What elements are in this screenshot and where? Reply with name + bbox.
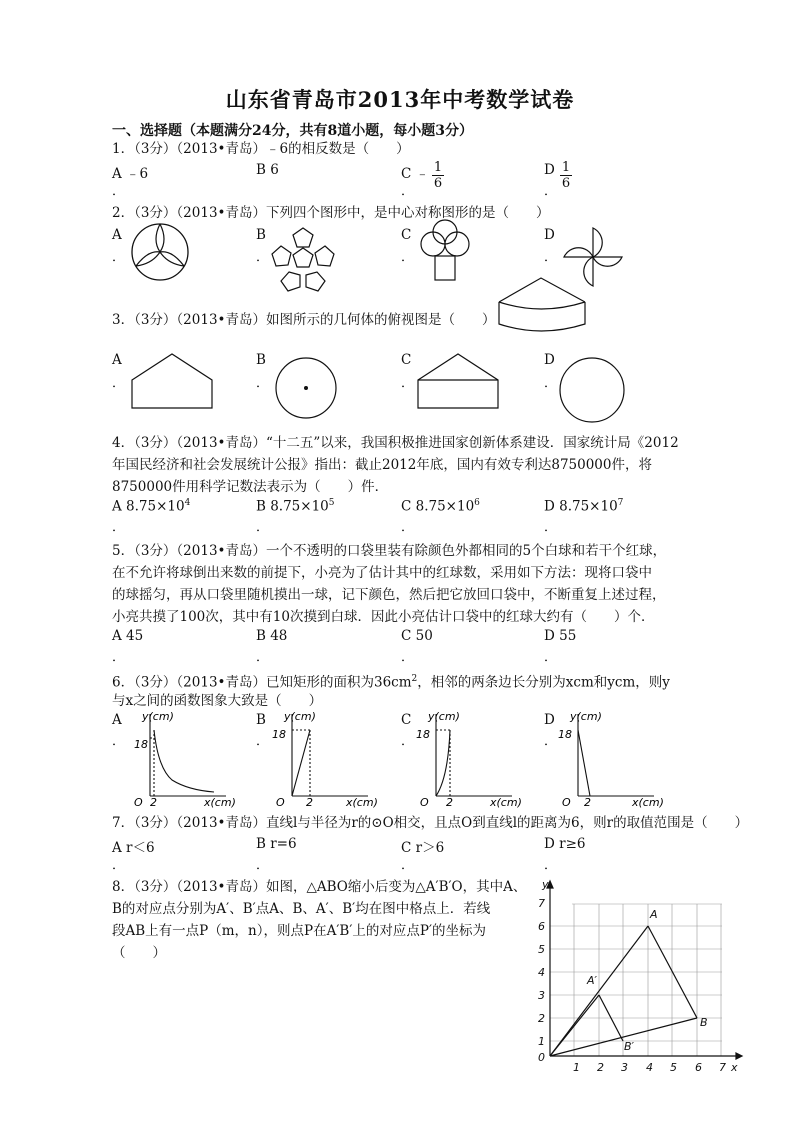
x-tick: 5 — [670, 1061, 677, 1074]
q7-option-c[interactable]: C r＞6 — [401, 840, 445, 856]
option-dot: ． — [544, 250, 558, 265]
point-a-label: A — [650, 908, 658, 921]
option-dot: ． — [112, 858, 126, 873]
option-dot: ． — [401, 184, 415, 199]
x-tick: 2 — [597, 1061, 604, 1074]
q6-graph-c — [414, 708, 526, 810]
question-5-stem-line4: 小亮共摸了100次，其中有10次摸到白球．因此小亮估计口袋中的红球大约有（ ）个． — [112, 609, 655, 625]
option-dot: ． — [544, 858, 558, 873]
question-8-stem-line4: （ ） — [112, 945, 166, 961]
svg-text:O: O — [420, 796, 429, 809]
svg-text:x(cm): x(cm) — [632, 796, 664, 809]
q3-option-d[interactable]: D — [544, 352, 555, 368]
svg-text:O: O — [562, 796, 571, 809]
origin-label: 0 — [538, 1051, 545, 1064]
y-tick: 3 — [538, 989, 545, 1002]
circle-three-arcs-icon — [130, 222, 190, 282]
option-dot: ． — [256, 734, 270, 749]
pentagon-flower-icon — [268, 226, 338, 296]
q5-option-b[interactable]: B 48 — [256, 628, 288, 644]
q1-d-fraction: 1 6 — [561, 160, 571, 191]
q2-option-c[interactable]: C — [401, 227, 412, 243]
svg-text:2: 2 — [306, 796, 313, 809]
q5-option-c[interactable]: C 50 — [401, 628, 433, 644]
option-dot: ． — [256, 250, 270, 265]
svg-text:18: 18 — [416, 728, 430, 741]
circle-view-icon — [558, 356, 626, 424]
option-dot: ． — [256, 650, 270, 665]
question-2-stem: 2．（3分）（2013•青岛）下列四个图形中，是中心对称图形的是（ ） — [112, 205, 550, 221]
q7-option-d[interactable]: D r≥6 — [544, 836, 586, 852]
point-b-prime-label: B′ — [624, 1040, 635, 1053]
option-dot: ． — [256, 858, 270, 873]
value-18-label: 18 — [134, 738, 148, 751]
x-tick: 3 — [621, 1061, 628, 1074]
q2-option-d[interactable]: D — [544, 227, 555, 243]
q5-option-a[interactable]: A 45 — [112, 628, 144, 644]
question-1-stem: 1．（3分）（2013•青岛）﹣6的相反数是（ ） — [112, 141, 410, 157]
option-dot: ． — [544, 734, 558, 749]
y-tick: 4 — [538, 966, 545, 979]
x-tick: 4 — [646, 1061, 653, 1074]
point-b-label: B — [700, 1016, 708, 1029]
question-8-stem-line3: 段AB上有一点P（m，n），则点P在A′B′上的对应点P′的坐标为 — [112, 923, 487, 939]
question-5-stem-line2: 在不允许将球倒出来数的前提下，小亮为了估计其中的红球数，采用如下方法：现将口袋中 — [112, 565, 652, 581]
q8-coordinate-grid — [530, 878, 745, 1074]
option-dot: ． — [112, 650, 126, 665]
q3-option-a[interactable]: A — [112, 352, 122, 368]
q7-option-b[interactable]: B r=6 — [256, 836, 297, 852]
x-axis-label: x — [731, 1061, 738, 1074]
option-dot: ． — [401, 858, 415, 873]
x-tick: 7 — [719, 1061, 726, 1074]
option-dot: ． — [112, 734, 126, 749]
q6-option-b[interactable]: B — [256, 712, 266, 728]
option-dot: ． — [544, 650, 558, 665]
option-dot: ． — [112, 376, 126, 391]
question-7-stem: 7．（3分）（2013•青岛）直线l与半径为r的⊙O相交，且点O到直线l的距离为6，则r的取值范围是（ ） — [112, 815, 749, 831]
q1-option-b[interactable]: B 6 — [256, 162, 279, 178]
svg-text:18: 18 — [558, 728, 572, 741]
question-6-stem-line1: 6．（3分）（2013•青岛）已知矩形的面积为$36cm^2$，相邻的两条边长分别为xcm和ycm，则y — [112, 674, 670, 691]
option-dot: ． — [401, 520, 415, 535]
page-title: 山东省青岛市2013年中考数学试卷 — [225, 87, 575, 112]
question-5-stem-line3: 的球摇匀，再从口袋里随机摸出一球，记下颜色，然后把它放回口袋中，不断重复上述过程， — [112, 587, 666, 603]
x-axis-label: x(cm) — [204, 796, 236, 809]
option-dot: ． — [401, 734, 415, 749]
origin-label: O — [134, 796, 143, 809]
option-dot: ． — [112, 250, 126, 265]
y-tick: 1 — [538, 1035, 545, 1048]
q4-option-d[interactable]: D $8.75\times 10^7$ — [544, 498, 624, 515]
q3-option-c[interactable]: C — [401, 352, 412, 368]
option-dot: ． — [256, 520, 270, 535]
q6-option-d[interactable]: D — [544, 712, 555, 728]
y-tick: 7 — [538, 897, 545, 910]
q4-option-c[interactable]: C $8.75\times 10^6$ — [401, 498, 480, 515]
option-dot: ． — [256, 376, 270, 391]
y-axis-label: y(cm) — [142, 710, 174, 723]
q1-option-c[interactable]: C ﹣ — [401, 166, 430, 182]
q4-option-b[interactable]: B $8.75\times 10^5$ — [256, 498, 335, 515]
option-dot: ． — [112, 184, 126, 199]
circle-with-center-icon — [274, 356, 338, 420]
q3-option-b[interactable]: B — [256, 352, 266, 368]
x-tick: 6 — [695, 1061, 702, 1074]
svg-text:x(cm): x(cm) — [490, 796, 522, 809]
question-5-stem-line1: 5．（3分）（2013•青岛）一个不透明的口袋里装有除颜色外都相同的5个白球和若干个红球， — [112, 543, 667, 559]
q1-c-fraction: 1 6 — [433, 160, 443, 191]
svg-text:2: 2 — [446, 796, 453, 809]
option-dot: ． — [401, 376, 415, 391]
question-3-stem: 3．（3分）（2013•青岛）如图所示的几何体的俯视图是（ ） — [112, 312, 496, 328]
x-tick: 1 — [573, 1061, 580, 1074]
svg-text:y(cm): y(cm) — [428, 710, 460, 723]
svg-text:y(cm): y(cm) — [570, 710, 602, 723]
svg-text:x(cm): x(cm) — [346, 796, 378, 809]
q6-graph-d — [556, 708, 668, 810]
q7-option-a[interactable]: A r＜6 — [112, 840, 155, 856]
q1-option-a[interactable]: A ﹣6 — [112, 166, 149, 182]
q4-option-a[interactable]: A $8.75\times 10^4$ — [112, 498, 191, 515]
y-tick: 2 — [538, 1012, 545, 1025]
option-dot: ． — [401, 250, 415, 265]
q6-graph-b — [270, 708, 382, 810]
question-4-stem-line3: 8750000件用科学记数法表示为（ ）件． — [112, 479, 389, 495]
svg-text:y(cm): y(cm) — [284, 710, 316, 723]
option-dot: ． — [401, 650, 415, 665]
question-4-stem-line1: 4．（3分）（2013•青岛）“十二五”以来，我国积极推进国家创新体系建设．国家统计局《2012 — [112, 435, 679, 451]
y-tick: 5 — [538, 943, 545, 956]
option-dot: ． — [544, 520, 558, 535]
sector-prism-icon — [497, 276, 589, 342]
q6-graph-a — [128, 708, 240, 810]
y-axis-label: y — [542, 878, 549, 891]
svg-text:O: O — [276, 796, 285, 809]
question-8-stem-line1: 8．（3分）（2013•青岛）如图，△ABO缩小后变为△A′B′O，其中A、 — [112, 879, 527, 895]
q6-option-a[interactable]: A — [112, 712, 122, 728]
option-dot: ． — [112, 520, 126, 535]
svg-text:18: 18 — [272, 728, 286, 741]
olympic-rings-square-icon — [414, 218, 476, 286]
value-2-label: 2 — [150, 796, 157, 809]
q5-option-d[interactable]: D 55 — [544, 628, 577, 644]
option-dot: ． — [544, 376, 558, 391]
pentagon-view-icon — [130, 352, 214, 410]
option-dot: ． — [544, 184, 558, 199]
svg-text:2: 2 — [584, 796, 591, 809]
q2-option-b[interactable]: B — [256, 227, 266, 243]
q2-option-a[interactable]: A — [112, 227, 122, 243]
question-4-stem-line2: 年国民经济和社会发展统计公报》指出：截止2012年底，国内有效专利达8750000件，将 — [112, 457, 652, 473]
section-heading: 一、选择题（本题满分24分，共有8道小题，每小题3分） — [112, 123, 473, 139]
question-8-stem-line2: B的对应点分别为A′、B′点A、B、A′、B′均在图中格点上．若线 — [112, 901, 491, 917]
point-a-prime-label: A′ — [587, 974, 598, 987]
q6-option-c[interactable]: C — [401, 712, 412, 728]
question-6-stem-line2: 与x之间的函数图象大致是（ ） — [112, 693, 323, 709]
y-tick: 6 — [538, 920, 545, 933]
q1-option-d[interactable]: D — [544, 162, 555, 178]
pentagon-with-line-icon — [416, 352, 500, 410]
